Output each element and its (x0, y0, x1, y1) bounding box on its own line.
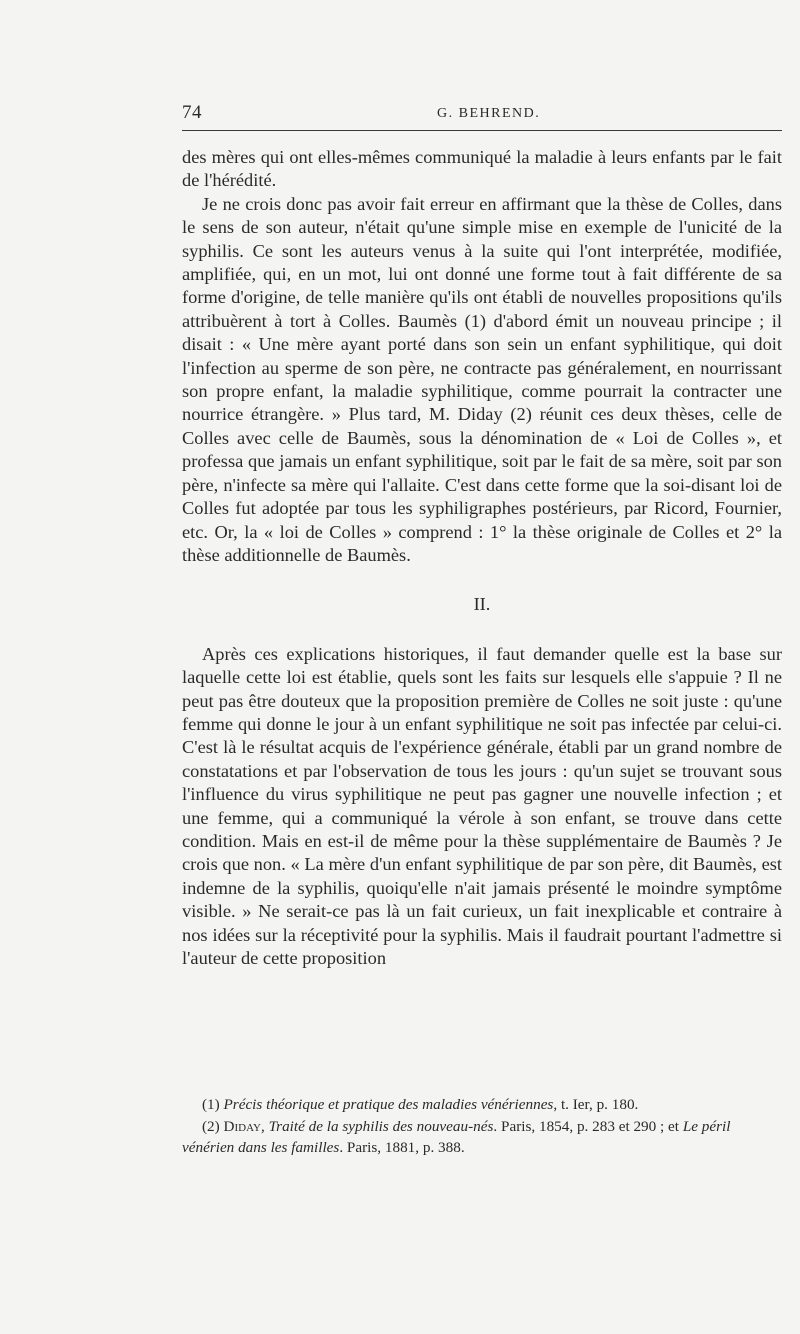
footnote-1 (182, 1094, 782, 1116)
running-head: G. BEHREND. (437, 106, 541, 121)
footnotes (182, 1094, 782, 1159)
footnote-title: Le péril vénérien dans les familles (182, 1117, 731, 1156)
footnote-marker: (2) (202, 1117, 220, 1135)
footnote-text: . Paris, 1881, p. 388. (339, 1139, 465, 1156)
header-rule (182, 130, 782, 131)
paragraph: Après ces explications historiques, il faut demander quelle est la base sur laquelle cette loi est établie, quels sont les faits sur lesquels elle s'appuie ? Il ne peut pas être douteux que la proposition première de Colles ne soit juste : qu'une femme qui donne le jour à un enfant syphilitique ne soit pas infectée par celui-ci. C'est là le résultat acquis de l'expérience générale, établi par un grand nombre de constatations et par l'observation de tous les jours : qu'un sujet se trouvant sous l'influence du virus syphilitique ne peut pas gagner une nouvelle infection ; et une femme, qui a communiqué la vérole à son enfant, se trouve dans cette condition. Mais en est-il de même pour la thèse supplémentaire de Baumès ? Je crois que non. « La mère d'un enfant syphilitique de par son père, dit Baumès, est indemne de la syphilis, quoiqu'elle n'ait jamais présenté le moindre symptôme visible. » Ne serait-ce pas là un fait curieux, un fait inexplicable et contraire à nos idées sur la réceptivité pour la syphilis. Mais il faudrait pourtant l'admettre si l'auteur de cette proposition (182, 643, 782, 968)
page-header (182, 102, 782, 126)
footnote-author: Diday (223, 1117, 261, 1135)
main-text (182, 146, 782, 970)
page-number: 74 (182, 102, 202, 123)
footnote-title: Traité de la syphilis des nouveau-nés (268, 1117, 494, 1135)
footnote-text: , t. Ier, p. 180. (553, 1096, 639, 1113)
paragraph-continuation: des mères qui ont elles-mêmes communiqué la maladie à leurs enfants par le fait de l'hérédité. (182, 147, 782, 191)
paragraph: Je ne crois donc pas avoir fait erreur en affirmant que la thèse de Colles, dans le sens de son auteur, n'était qu'une simple mise en exemple de l'unicité de la syphilis. Ce sont les auteurs venus à la suite qui l'ont interprétée, modifiée, amplifiée, qui, en un mot, lui ont donné une forme tout à fait différente de sa forme d'origine, de telle manière qu'ils ont établi de nouvelles propositions qu'ils attribuèrent à tort à Colles. Baumès (1) d'abord émit un nouveau principe ; il disait : « Une mère ayant porté dans son sein un enfant syphilitique, qui doit l'infection au sperme de son père, ne contracte pas généralement, en nourrissant son propre enfant, la maladie syphilitique, comme pourrait la contracter une nourrice étrangère. » Plus tard, M. Diday (2) réunit ces deux thèses, celle de Colles avec celle de Baumès, sous la dénomination de « Loi de Colles », et professa que jamais un enfant syphilitique, soit par le fait de sa mère, soit par son père, n'infecte sa mère qui l'allaite. C'est dans cette forme que la soi-disant loi de Colles fut adoptée par tous les syphiligraphes postérieurs, par Ricord, Fournier, etc. Or, la « loi de Colles » comprend : 1° la thèse originale de Colles et 2° la thèse additionnelle de Baumès. (182, 193, 782, 565)
footnote-2: (2) Diday, Traité de la syphilis des nouveau-nés. Paris, 1854, p. 283 et 290 ; et Le péril vénérien dans les familles. Paris, 1881, p. 388. (182, 1117, 731, 1156)
footnote-title: Précis théorique et pratique des maladies vénériennes (223, 1096, 554, 1113)
footnote-text: . Paris, 1854, p. 283 et 290 ; et (493, 1117, 680, 1135)
footnote-marker: (1) (202, 1096, 220, 1113)
section-heading: II. (473, 594, 491, 615)
